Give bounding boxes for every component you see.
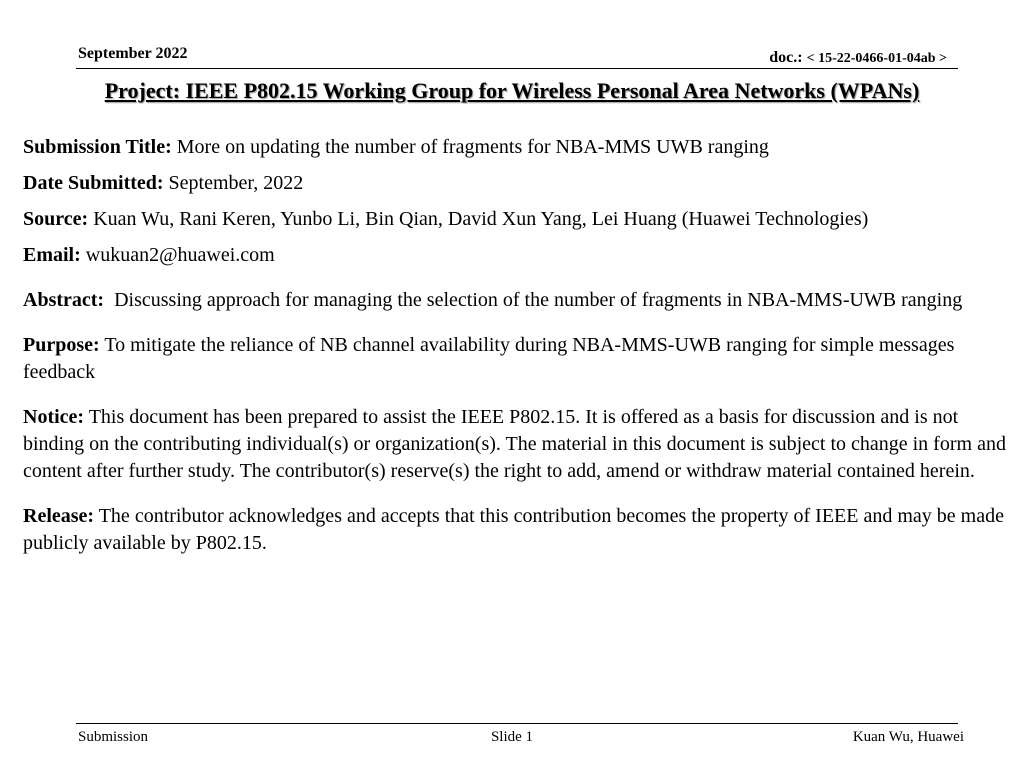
abstract-field [23, 287, 1008, 314]
purpose-field [23, 332, 1008, 386]
field-label: Purpose: [23, 334, 100, 356]
field-value: Discussing approach for managing the selection of the number of fragments in NBA-MMS-UWB ranging [114, 289, 963, 311]
doc-prefix: doc.: [769, 49, 807, 66]
field-value: The contributor acknowledges and accepts that this contribution becomes the property of IEEE and may be made publicly available by P802.15. [23, 505, 1004, 554]
source-field [23, 206, 1008, 233]
footer-submission: Submission [78, 729, 149, 745]
footer-divider [76, 723, 958, 724]
notice-field [23, 404, 1008, 485]
project-title: Project: IEEE P802.15 Working Group for Wireless Personal Area Networks (WPANs) [104, 78, 920, 103]
header-divider [76, 68, 958, 69]
slide-content [23, 134, 1008, 557]
field-label: Submission Title: [23, 136, 172, 158]
field-label: Abstract: [23, 289, 105, 311]
header-doc-id [769, 49, 947, 67]
field-label: Date Submitted: [23, 172, 164, 194]
field-value: To mitigate the reliance of NB channel availability during NBA-MMS-UWB ranging for simple messages feedback [23, 334, 955, 383]
field-value: More on updating the number of fragments for NBA-MMS UWB ranging [176, 136, 769, 158]
footer-author: Kuan Wu, Huawei [852, 729, 964, 745]
field-value: September, 2022 [168, 172, 304, 194]
footer-slide-number: Slide 1 [490, 729, 534, 745]
submission-title-field [23, 134, 1008, 161]
field-label: Release: [23, 505, 95, 527]
field-label: Email: [23, 244, 81, 266]
field-value: This document has been prepared to assist the IEEE P802.15. It is offered as a basis for discussion and is not binding on the contributing individual(s) or organization(s). The material in this document is subject to change in form and content after further study. The contributor(s) reserve(s) the right to add, amend or withdraw material contained herein. [23, 406, 1006, 482]
doc-number: < 15-22-0466-01-04ab > [806, 51, 947, 66]
date-submitted-field [23, 170, 1008, 197]
header-date: September 2022 [78, 45, 188, 62]
field-label: Notice: [23, 406, 85, 428]
field-label: Source: [23, 208, 89, 230]
field-value: Kuan Wu, Rani Keren, Yunbo Li, Bin Qian, David Xun Yang, Lei Huang (Huawei Technologies) [93, 208, 869, 230]
email-field [23, 242, 1008, 269]
release-field [23, 503, 1008, 557]
field-value: wukuan2@huawei.com [85, 244, 275, 266]
